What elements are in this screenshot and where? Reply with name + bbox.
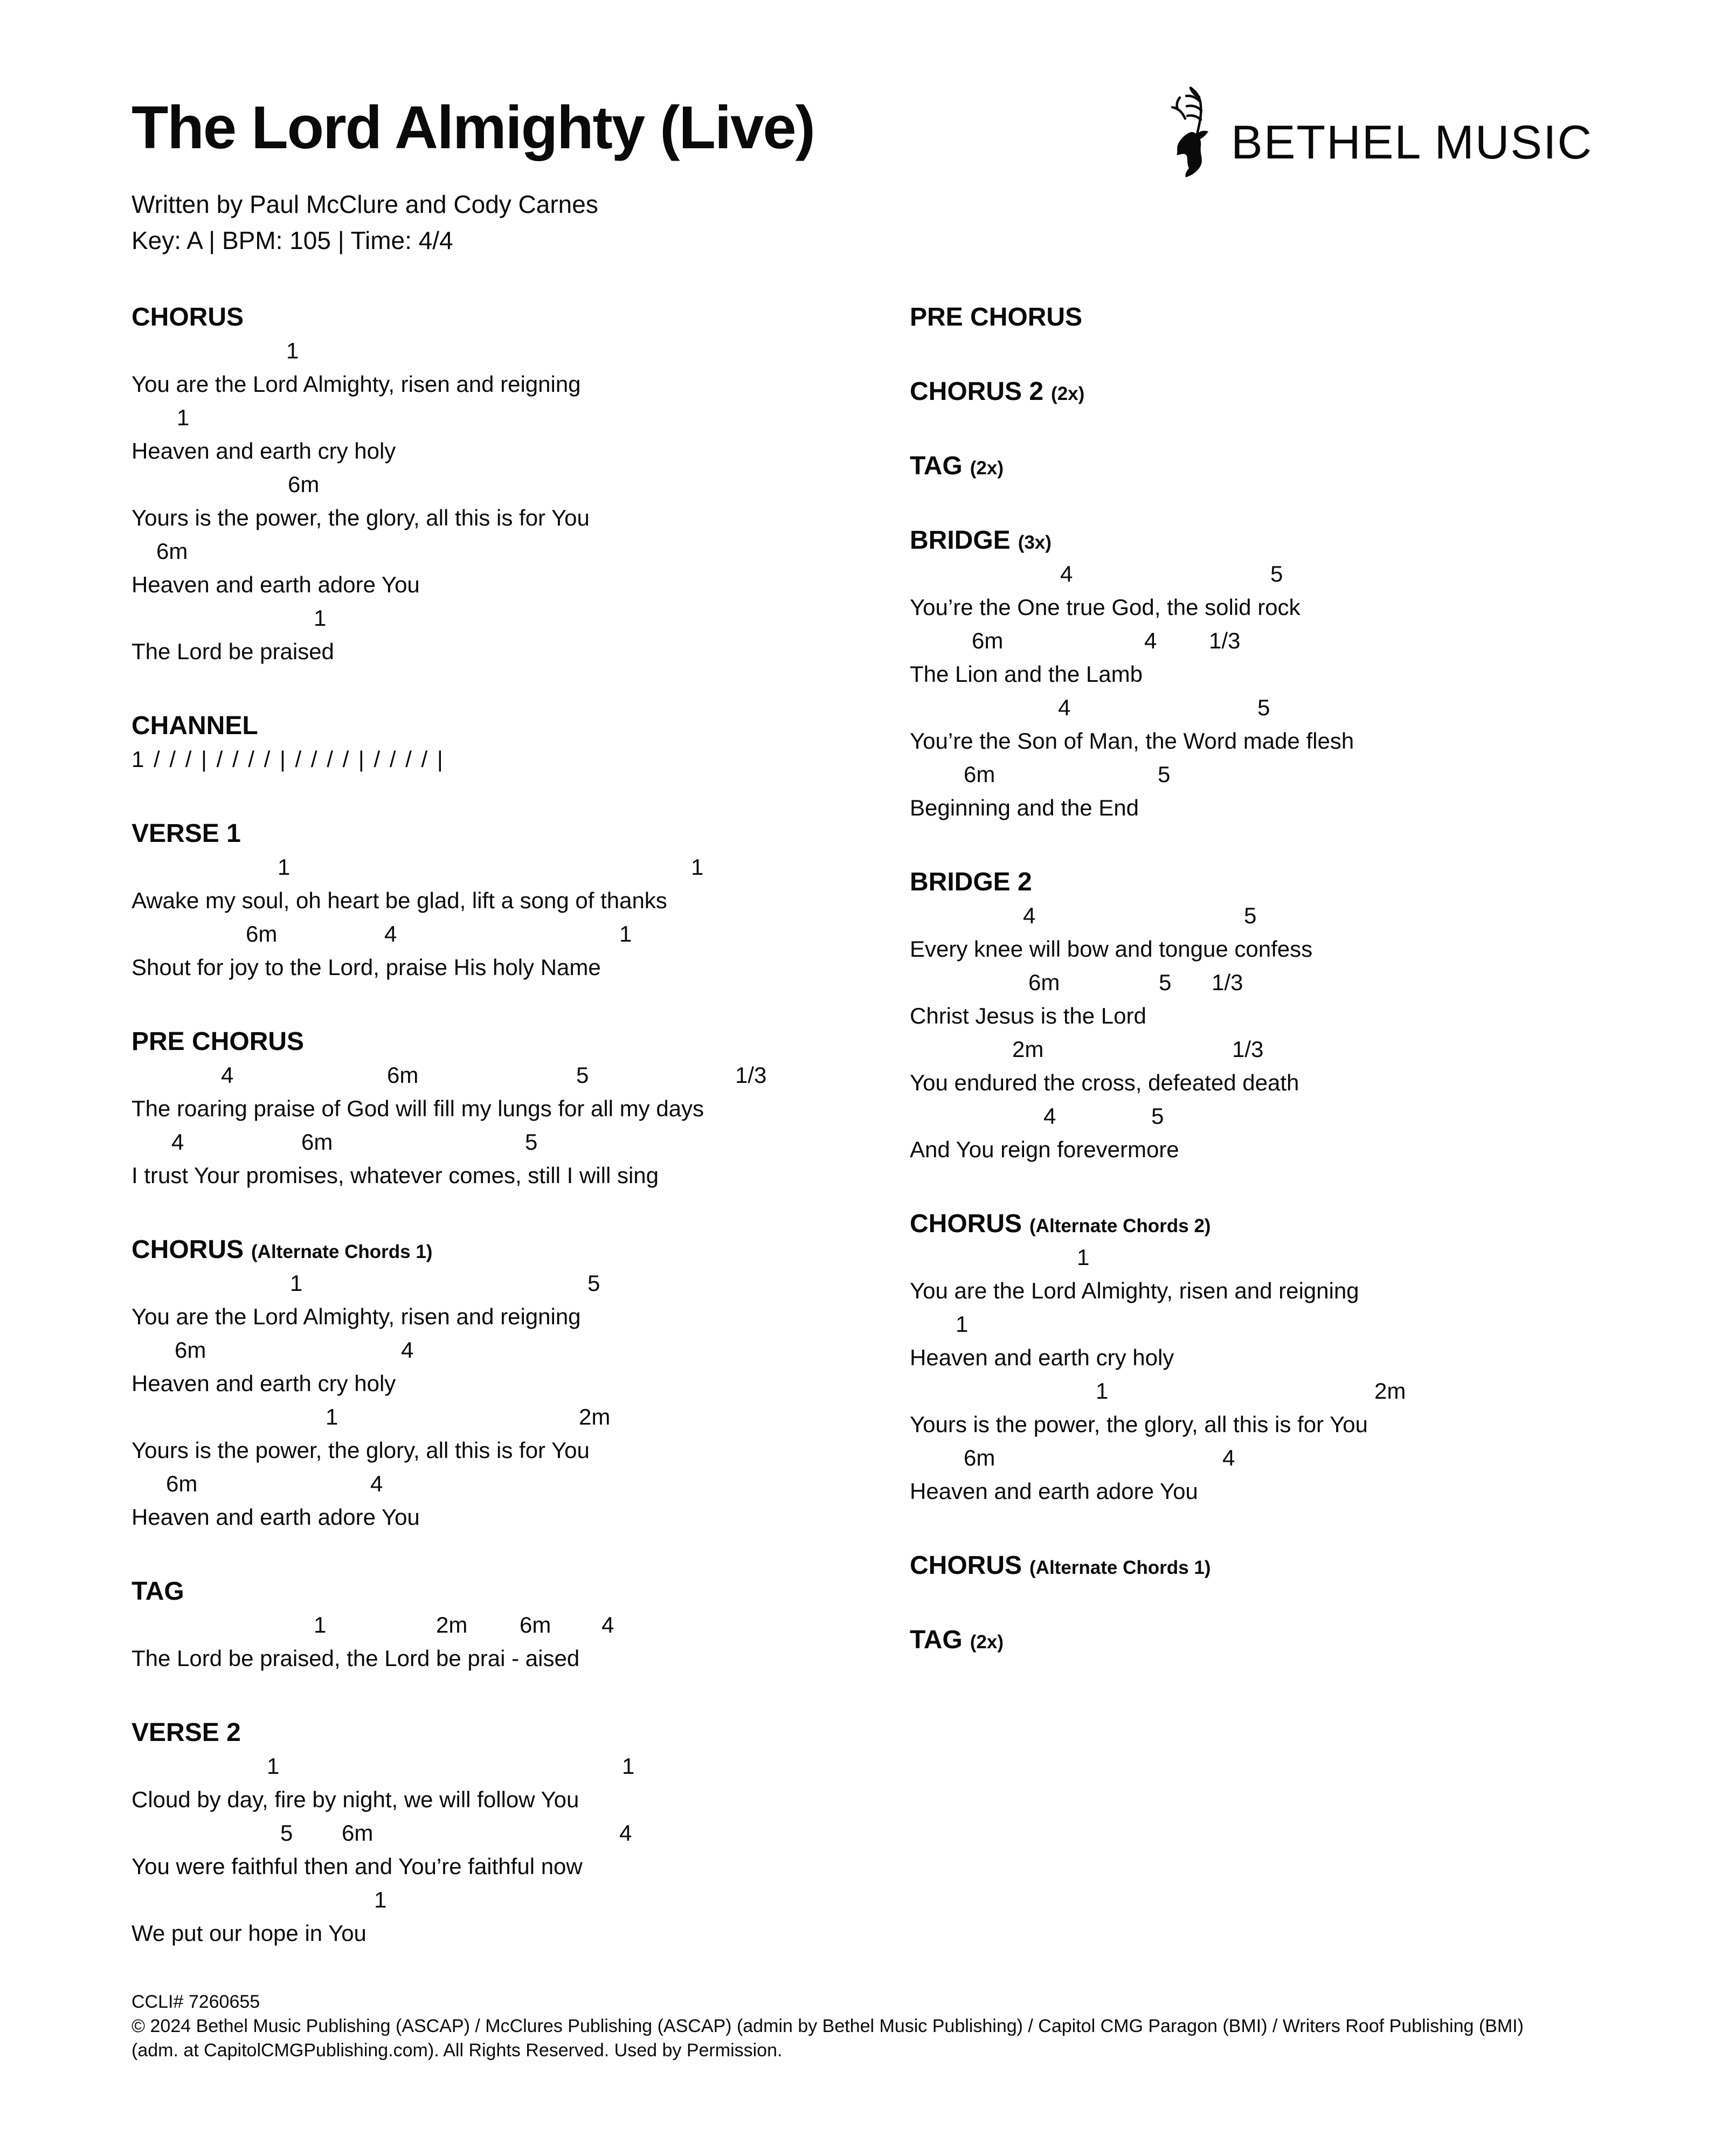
lyric-line: You are the Lord Almighty, risen and reigning: [132, 371, 581, 397]
lyric-line: We put our hope in You: [132, 1920, 366, 1946]
section-header: [132, 1233, 886, 1267]
section-tag-2x: [910, 1623, 1707, 1657]
chord: 1: [286, 338, 299, 363]
chord: 6m: [246, 921, 278, 946]
chord: 1: [326, 1404, 338, 1429]
lyric-line: Cloud by day, fire by night, we will follow You: [132, 1787, 579, 1812]
chord-line: [910, 966, 1707, 999]
lyric-line: The roaring praise of God will fill my lungs for all my days: [132, 1096, 704, 1121]
copyright-line-1: © 2024 Bethel Music Publishing (ASCAP) / McClures Publishing (ASCAP) (admin by Bethel Music Publishing) / Capitol CMG Paragon (BMI) / Writers Roof Publishing (BMI): [132, 2016, 1524, 2036]
section-tag-2x: [910, 450, 1707, 483]
chord-line: [910, 1100, 1707, 1133]
chord: 1: [1096, 1378, 1109, 1404]
chord: 1: [278, 854, 291, 880]
section-label: CHORUS 2: [910, 377, 1044, 406]
chord: 5: [587, 1270, 600, 1296]
chord: 1: [314, 605, 327, 631]
chord: 5: [576, 1062, 589, 1088]
chord-line: [910, 1033, 1707, 1066]
chord-line: [132, 1333, 886, 1367]
section-label: CHORUS: [910, 1210, 1022, 1238]
section-chorus-alternate-chords-1: [910, 1549, 1707, 1583]
section-header: [910, 1623, 1707, 1657]
chord: 4: [1058, 695, 1071, 720]
lyric-line: You’re the Son of Man, the Word made flesh: [910, 728, 1354, 754]
chord-line: [132, 535, 886, 568]
lyric-line: Yours is the power, the glory, all this is for You: [132, 505, 590, 530]
section-label: CHORUS: [132, 303, 244, 331]
chord: 1/3: [1209, 628, 1241, 653]
lyric-line: You are the Lord Almighty, risen and reigning: [132, 1304, 581, 1329]
chord: 6m: [964, 1445, 995, 1470]
rhythm-slash-line: 1 / / / | / / / / | / / / / | / / / / |: [132, 747, 445, 772]
chord: 1: [267, 1753, 280, 1779]
section-header: [910, 301, 1707, 334]
section-chorus-alternate-chords-1: [132, 1233, 886, 1534]
chord: 6m: [301, 1129, 333, 1155]
chord-line: [132, 1059, 886, 1092]
chord-line: [910, 899, 1707, 932]
chord-line: [132, 1267, 886, 1300]
chord: 4: [1023, 903, 1036, 928]
chord: 2m: [1374, 1378, 1406, 1404]
section-header: [132, 1025, 886, 1059]
chord: 4: [601, 1612, 614, 1637]
chord-line: [910, 691, 1707, 724]
lyric-line: Heaven and earth adore You: [132, 572, 420, 597]
section-label: TAG: [910, 1626, 963, 1654]
chord-line: [132, 1750, 886, 1783]
section-label: PRE CHORUS: [132, 1027, 305, 1056]
chord-line: [910, 1308, 1707, 1341]
chord: 1: [290, 1270, 303, 1296]
chord: 6m: [387, 1062, 419, 1088]
section-chorus-2-2x: [910, 375, 1707, 409]
chord: 1: [691, 854, 704, 880]
chord: 1/3: [1232, 1036, 1264, 1062]
section-header: [910, 1549, 1707, 1583]
chord: 5: [1159, 970, 1172, 995]
section-bridge-2: [910, 866, 1707, 1166]
section-header: [132, 301, 886, 334]
section-header: [132, 1716, 886, 1750]
ccli-number: CCLI# 7260655: [132, 1992, 260, 2012]
chord: 5: [1151, 1103, 1164, 1129]
chord-line: [910, 758, 1707, 791]
chord: 5: [1158, 762, 1171, 787]
chord: 4: [1060, 561, 1073, 586]
section-pre-chorus: [910, 301, 1707, 334]
chord: 5: [525, 1129, 538, 1155]
lyric-line: And You reign forevermore: [910, 1137, 1179, 1162]
chord: 5: [1257, 695, 1270, 720]
section-pre-chorus: [132, 1025, 886, 1192]
lyric-line: I trust Your promises, whatever comes, still I will sing: [132, 1163, 659, 1188]
section-chorus: [132, 301, 886, 668]
left-column: [132, 301, 886, 1950]
chord-line: [910, 1241, 1707, 1274]
lyric-line: Heaven and earth cry holy: [132, 1371, 396, 1396]
lyric-line: Yours is the power, the glory, all this is for You: [910, 1412, 1368, 1437]
chord: 1/3: [735, 1062, 767, 1088]
chord: 1: [314, 1612, 327, 1637]
chord-line: [132, 1883, 886, 1917]
section-header: [910, 450, 1707, 483]
chord: 4: [1144, 628, 1157, 653]
chord-line: [132, 1125, 886, 1159]
chord: 1: [177, 405, 190, 430]
section-header: [910, 375, 1707, 409]
key-bpm-time-info: Key: A | BPM: 105 | Time: 4/4: [132, 226, 453, 254]
chord: 4: [370, 1471, 383, 1496]
chord-line: [910, 1441, 1707, 1475]
bethel-music-logo: [1168, 85, 1593, 178]
chord-line: [132, 1608, 886, 1642]
chord: 4: [171, 1129, 184, 1155]
chord: 6m: [520, 1612, 551, 1637]
lyric-line: Yours is the power, the glory, all this is for You: [132, 1438, 590, 1463]
lyric-line: Beginning and the End: [910, 795, 1139, 820]
section-label: VERSE 1: [132, 819, 241, 848]
lyric-line: Heaven and earth cry holy: [132, 438, 396, 464]
chord: 1/3: [1212, 970, 1243, 995]
chord-line: [132, 468, 886, 501]
lyric-line: The Lord be praised, the Lord be prai - aised: [132, 1646, 580, 1671]
chord-line: [132, 1400, 886, 1434]
copyright-line-2: (adm. at CapitolCMGPublishing.com). All Rights Reserved. Used by Permission.: [132, 2040, 783, 2061]
byline: Written by Paul McClure and Cody Carnes: [132, 190, 598, 218]
chord: 4: [401, 1337, 414, 1363]
section-tag: [132, 1575, 886, 1675]
chord: 2m: [436, 1612, 468, 1637]
chord-line: [132, 334, 886, 368]
lyric-line: Heaven and earth adore You: [910, 1478, 1198, 1504]
logo-text: BETHEL MUSIC: [1231, 115, 1593, 169]
section-repeat-suffix: (Alternate Chords 2): [1029, 1215, 1211, 1236]
page-title: The Lord Almighty (Live): [132, 94, 814, 161]
section-chorus-alternate-chords-2: [910, 1207, 1707, 1508]
section-label: BRIDGE: [910, 526, 1011, 555]
lyric-line: Shout for joy to the Lord, praise His holy Name: [132, 955, 601, 980]
chord: 4: [1222, 1445, 1235, 1470]
section-label: CHANNEL: [132, 711, 258, 740]
chord: 4: [384, 921, 397, 946]
lyric-line: Heaven and earth cry holy: [910, 1345, 1174, 1370]
chord: 1: [374, 1887, 387, 1912]
section-header: [132, 817, 886, 851]
chord: 1: [622, 1753, 635, 1779]
section-verse-2: [132, 1716, 886, 1950]
section-channel: [132, 709, 886, 776]
right-column: [910, 301, 1707, 1657]
chord: 4: [619, 1820, 632, 1846]
section-label: CHORUS: [910, 1551, 1022, 1580]
section-header: [910, 1207, 1707, 1241]
chord-line: [132, 401, 886, 434]
section-label: TAG: [132, 1577, 184, 1606]
chord: 2m: [1012, 1036, 1044, 1062]
section-repeat-suffix: (Alternate Chords 1): [1029, 1557, 1211, 1578]
chord: 6m: [156, 538, 188, 564]
lyric-line: Every knee will bow and tongue confess: [910, 936, 1313, 962]
chord-line: [132, 1467, 886, 1501]
chord: 5: [1244, 903, 1257, 928]
section-repeat-suffix: (3x): [1018, 532, 1052, 553]
chord: 5: [280, 1820, 293, 1846]
chord: 6m: [1028, 970, 1060, 995]
lyric-line: Awake my soul, oh heart be glad, lift a song of thanks: [132, 888, 667, 913]
section-header: [132, 709, 886, 743]
section-repeat-suffix: (Alternate Chords 1): [251, 1241, 433, 1262]
chord-line: [132, 851, 886, 884]
chord: 6m: [342, 1820, 374, 1846]
chord-line: [132, 602, 886, 635]
section-bridge-3x: [910, 524, 1707, 825]
section-label: VERSE 2: [132, 1718, 241, 1747]
deer-stag-icon: [1168, 85, 1218, 178]
lyric-line: You were faithful then and You’re faithful now: [132, 1854, 583, 1879]
lyric-line: Heaven and earth adore You: [132, 1504, 420, 1530]
lyric-line: The Lion and the Lamb: [910, 661, 1143, 687]
chord: 4: [221, 1062, 234, 1088]
section-repeat-suffix: (2x): [970, 458, 1004, 479]
section-label: PRE CHORUS: [910, 303, 1083, 331]
chord: 1: [619, 921, 632, 946]
chord: 4: [1043, 1103, 1056, 1129]
section-header: [132, 1575, 886, 1608]
lyric-line: The Lord be praised: [132, 639, 334, 664]
chord: 2m: [579, 1404, 611, 1429]
chord: 6m: [175, 1337, 206, 1363]
lyric-line: Christ Jesus is the Lord: [910, 1003, 1146, 1028]
section-label: CHORUS: [132, 1235, 244, 1264]
chord-line: [910, 1374, 1707, 1408]
section-header: [910, 524, 1707, 557]
chord: 6m: [964, 762, 995, 787]
section-header: [910, 866, 1707, 899]
chord: 1: [956, 1311, 969, 1337]
chord-line: [132, 1816, 886, 1850]
chord-line: [132, 917, 886, 951]
lyric-line: You are the Lord Almighty, risen and reigning: [910, 1278, 1359, 1303]
chord-line: [910, 557, 1707, 591]
chord: 6m: [166, 1471, 198, 1496]
section-label: TAG: [910, 452, 963, 480]
section-repeat-suffix: (2x): [970, 1632, 1004, 1653]
section-label: BRIDGE 2: [910, 868, 1032, 896]
chord: 6m: [288, 472, 320, 497]
chord: 6m: [972, 628, 1004, 653]
section-verse-1: [132, 817, 886, 984]
lyric-line: You’re the One true God, the solid rock: [910, 595, 1301, 620]
chord: 1: [1077, 1245, 1090, 1270]
section-repeat-suffix: (2x): [1051, 383, 1085, 404]
chord: 5: [1270, 561, 1283, 586]
footer: [132, 1990, 1524, 2063]
chord-line: [910, 624, 1707, 658]
lyric-line: You endured the cross, defeated death: [910, 1070, 1299, 1095]
